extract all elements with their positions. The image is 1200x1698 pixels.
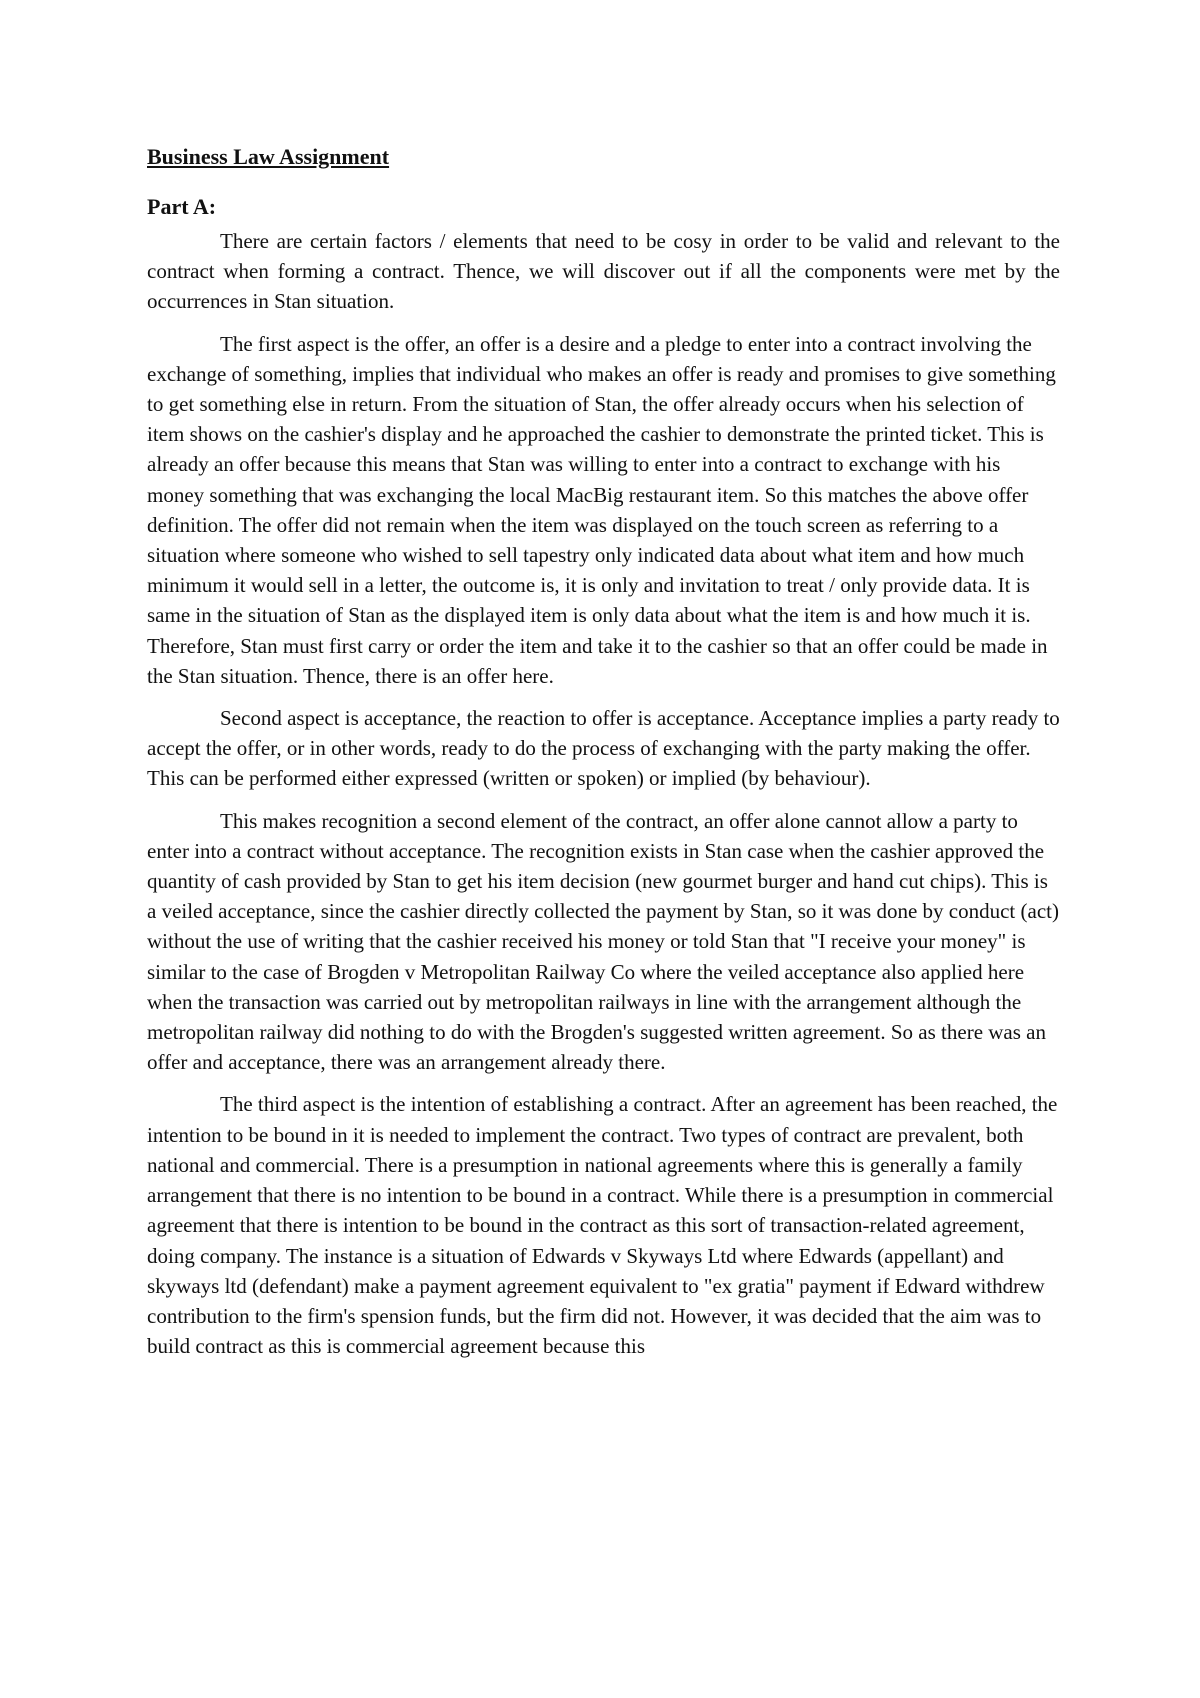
- document-body: [147, 142, 1060, 1373]
- paragraph-intention: The third aspect is the intention of establishing a contract. After an agreement has been reached, the intention to be bound in it is needed to implement the contract. Two types of contract are prevalent, both national and commercial. There is a presumption in national agreements where this is generally a family arrangement that there is no intention to be bound in a contract. While there is a presumption in commercial agreement that there is intention to be bound in the contract as this sort of transaction-related agreement, doing company. The instance is a situation of Edwards v Skyways Ltd where Edwards (appellant) and skyways ltd (defendant) make a payment agreement equivalent to "ex gratia" payment if Edward withdrew contribution to the firm's spension funds, but the firm did not. However, it was decided that the aim was to build contract as this is commercial agreement because this: [147, 1092, 1058, 1359]
- part-a-heading: Part A:: [147, 194, 217, 219]
- paragraph-offer: The first aspect is the offer, an offer is a desire and a pledge to enter into a contract involving the exchange of something, implies that individual who makes an offer is ready and promises to give something to get something else in return. From the situation of Stan, the offer already occurs when his selection of item shows on the cashier's display and he approached the cashier to demonstrate the printed ticket. This is already an offer because this means that Stan was willing to enter into a contract to exchange with his money something that was exchanging the local MacBig restaurant item. So this matches the above offer definition. The offer did not remain when the item was displayed on the touch screen as referring to a situation where someone who wished to sell tapestry only indicated data about what item and how much minimum it would sell in a letter, the outcome is, it is only and invitation to treat / only provide data. It is same in the situation of Stan as the displayed item is only data about what the item is and how much it is. Therefore, Stan must first carry or order the item and take it to the cashier so that an offer could be made in the Stan situation. Thence, there is an offer here.: [147, 331, 1056, 688]
- paragraph-acceptance: Second aspect is acceptance, the reaction to offer is acceptance. Acceptance implies a party ready to accept the offer, or in other words, ready to do the process of exchanging with the party making the offer. This can be performed either expressed (written or spoken) or implied (by behaviour).: [147, 706, 1060, 791]
- paragraph-recognition: This makes recognition a second element of the contract, an offer alone cannot allow a party to enter into a contract without acceptance. The recognition exists in Stan case when the cashier approved the quantity of cash provided by Stan to get his item decision (new gourmet burger and hand cut chips). This is a veiled acceptance, since the cashier directly collected the payment by Stan, so it was done by conduct (act) without the use of writing that the cashier received his money or told Stan that "I receive your money" is similar to the case of Brogden v Metropolitan Railway Co where the veiled acceptance also applied here when the transaction was carried out by metropolitan railways in line with the arrangement although the metropolitan railway did nothing to do with the Brogden's suggested written agreement. So as there was an offer and acceptance, there was an arrangement already there.: [147, 808, 1059, 1075]
- document-title: Business Law Assignment: [147, 144, 390, 169]
- paragraph-intro: There are certain factors / elements that need to be cosy in order to be valid and relevant to the contract when forming a contract. Thence, we will discover out if all the components were met by the occurrences in Stan situation.: [147, 229, 1060, 314]
